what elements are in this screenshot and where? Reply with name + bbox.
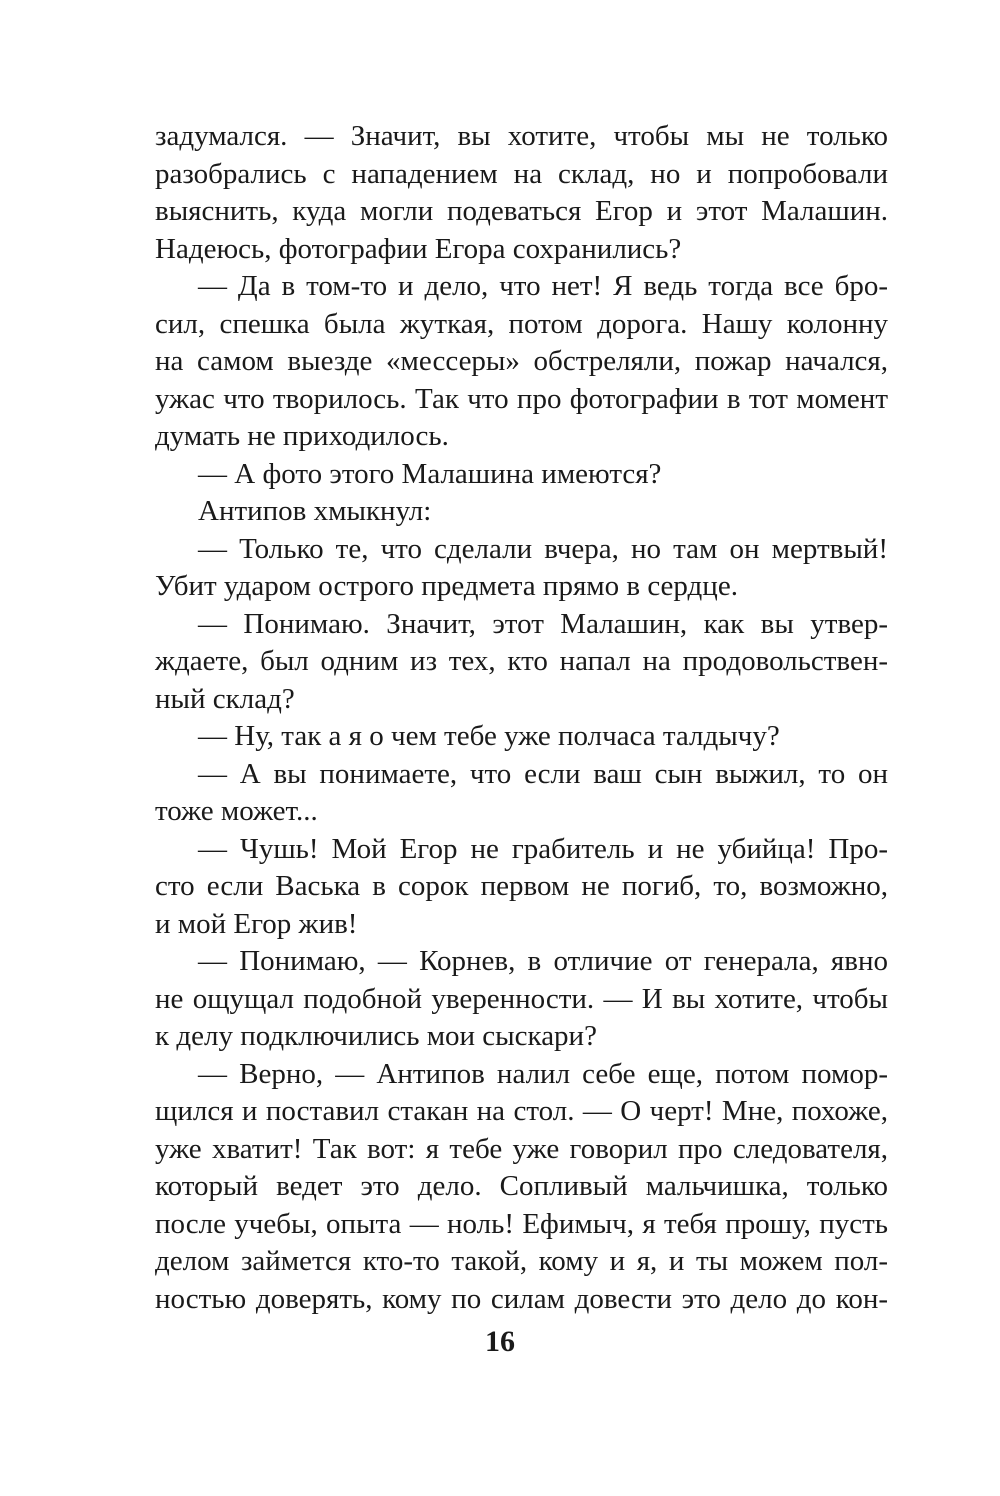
- text-line: делом займется кто-то такой, кому и я, и ты можем пол-: [155, 1245, 888, 1277]
- text-line: — Понимаю, — Корнев, в отличие от генерала, явно: [198, 945, 888, 977]
- text-line: — А фото этого Малашина имеются?: [198, 457, 662, 490]
- text-line: ждаете, был одним из тех, кто напал на продовольствен-: [155, 645, 888, 677]
- text-line: к делу подключились мои сыскари?: [155, 1020, 597, 1052]
- text-line: ный склад?: [155, 682, 295, 715]
- text-line: — Понимаю. Значит, этот Малашин, как вы утвер-: [198, 607, 888, 640]
- text-line: щился и поставил стакан на стол. — О черт! Мне, похоже,: [155, 1095, 888, 1127]
- text-line: сто если Васька в сорок первом не погиб, то, возможно,: [155, 870, 888, 902]
- page-number: 16: [485, 1325, 515, 1358]
- text-line: тоже может...: [155, 795, 318, 827]
- text-line: сил, спешка была жуткая, потом дорога. Нашу колонну: [155, 307, 888, 340]
- text-line: Антипов хмыкнул:: [198, 495, 432, 527]
- text-line: и мой Егор жив!: [155, 907, 358, 940]
- text-line: уже хватит! Так вот: я тебе уже говорил про следователя,: [155, 1132, 888, 1165]
- text-line: на самом выезде «мессеры» обстреляли, пожар начался,: [155, 345, 888, 377]
- text-line: не ощущал подобной уверенности. — И вы хотите, чтобы: [155, 982, 888, 1015]
- text-line: задумался. — Значит, вы хотите, чтобы мы не только: [155, 120, 888, 152]
- text-line: думать не приходилось.: [155, 420, 449, 452]
- text-line: разобрались с нападением на склад, но и попробовали: [155, 157, 888, 190]
- text-line: — Верно, — Антипов налил себе еще, потом помор-: [198, 1057, 888, 1090]
- text-line: Убит ударом острого предмета прямо в сердце.: [155, 570, 738, 602]
- text-line: ужас что творилось. Так что про фотографии в тот момент: [155, 382, 888, 415]
- text-line: выяснить, куда могли подеваться Егор и этот Малашин.: [155, 195, 888, 227]
- text-line: после учебы, опыта — ноль! Ефимыч, я тебя прошу, пусть: [155, 1207, 888, 1240]
- body-text: [155, 118, 888, 1318]
- text-line: ностью доверять, кому по силам довести это дело до кон-: [155, 1282, 888, 1315]
- text-line: — Ну, так а я о чем тебе уже полчаса талдычу?: [198, 720, 780, 752]
- text-line: — А вы понимаете, что если ваш сын выжил, то он: [198, 757, 888, 790]
- text-line: — Чушь! Мой Егор не грабитель и не убийца! Про-: [198, 832, 888, 865]
- text-line: — Да в том-то и дело, что нет! Я ведь тогда все бро-: [198, 270, 888, 302]
- text-line: — Только те, что сделали вчера, но там он мертвый!: [198, 532, 888, 565]
- text-line: Надеюсь, фотографии Егора сохранились?: [155, 232, 682, 265]
- text-line: который ведет это дело. Сопливый мальчишка, только: [155, 1170, 888, 1202]
